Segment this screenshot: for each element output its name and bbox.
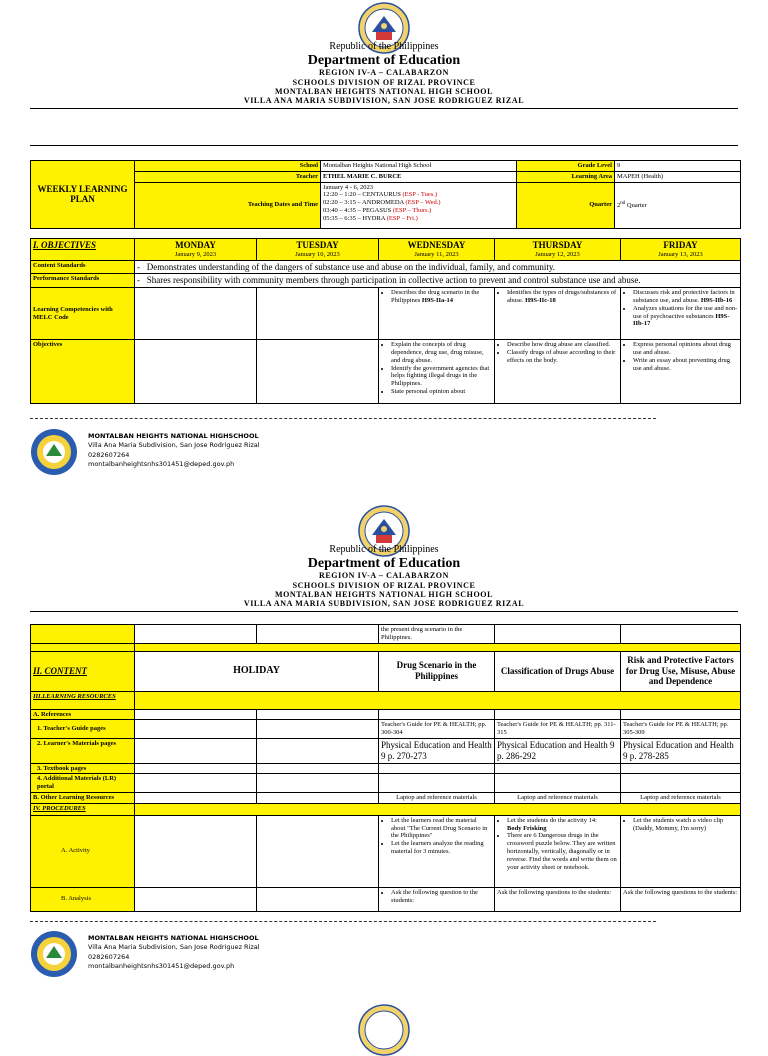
schedule-line-3: 03:40 – 4:35 – PEGASUS (ESP – Thurs.) [323, 206, 432, 214]
lm-label: 2. Learner's Materials pages [31, 738, 135, 763]
am-mon [135, 774, 257, 793]
day-monday: MONDAY January 9, 2023 [135, 239, 257, 261]
obj-wednesday: • Explain the concepts of drug dependence, drug use, drug misuse, and drug abuse. • Identify the government agencies that helps fighting illegal drugs in the Philippines. • State personal opinion about [379, 340, 495, 404]
analysis-label: B. Analysis [31, 887, 135, 911]
header-rule-2 [30, 145, 738, 146]
deped-seal-icon-3 [358, 1004, 410, 1056]
lm-tue [257, 738, 379, 763]
content-standards-value: - Demonstrates understanding of the dangers of substance use and abuse on the individual, family, and community. [135, 260, 741, 274]
footer-address: Villa Ana Maria Subdivision, San Jose Rodriguez Rizal [88, 441, 260, 450]
quarter-label: Quarter [517, 182, 615, 228]
schedule-line-1: 12:20 – 1:20 – CENTAURUS (ESP - Tues.) [323, 191, 438, 199]
page2-header [0, 545, 768, 609]
comp-thursday: • Identifies the types of drugs/substances of abuse. H9S-IIc-18 [495, 288, 621, 340]
footer-address-2: Villa Ana Maria Subdivision, San Jose Rodriguez Rizal [88, 943, 260, 952]
holiday-cell: HOLIDAY [135, 651, 379, 691]
resources-heading: III.LEARNING RESOURCES [31, 691, 135, 709]
day-thursday: THURSDAY January 12, 2023 [495, 239, 621, 261]
quarter-value: 2nd Quarter [615, 182, 741, 228]
tb-mon [135, 763, 257, 774]
procedures-heading: IV. PROCEDURES [31, 803, 135, 815]
content-spacer-label [31, 643, 135, 651]
division-text-2: SCHOOLS DIVISION OF RIZAL PROVINCE [292, 580, 476, 590]
content-spacer [135, 643, 741, 651]
teacher-label: Teacher [135, 171, 321, 182]
footer-phone: 0282607264 [88, 450, 130, 459]
division-text: SCHOOLS DIVISION OF RIZAL PROVINCE [292, 77, 476, 87]
lm-wed: Physical Education and Health 9 p. 270-273 [379, 738, 495, 763]
ana-mon [135, 887, 257, 911]
tg-mon [135, 720, 257, 739]
ref-wed [379, 709, 495, 720]
day-friday: FRIDAY January 13, 2023 [621, 239, 741, 261]
comp-friday: • Discusses risk and protective factors in substance use, and abuse. H9S-IIb-16 • Analyzes situations for the use and non- use of psychoactive substances H9S-IIb-17 [621, 288, 741, 340]
olr-mon [135, 792, 257, 803]
tg-label: 1. Teacher's Guide pages [31, 720, 135, 739]
school-text: MONTALBAN HEIGHTS NATIONAL HIGH SCHOOL [274, 86, 494, 96]
department-title-2: Department of Education [307, 555, 461, 571]
olr-label: B. Other Learning Resources [31, 792, 135, 803]
footer-school: MONTALBAN HEIGHTS NATIONAL HIGHSCHOOL [88, 432, 259, 440]
cont-friday [621, 625, 741, 644]
info-table [30, 160, 741, 229]
tb-tue [257, 763, 379, 774]
page2-footer-rule [30, 921, 656, 922]
grade-label: Grade Level [517, 161, 615, 172]
school-value: Montalban Heights National High School [321, 161, 517, 172]
tb-fri [621, 763, 741, 774]
footer-phone-2: 0282607264 [88, 952, 130, 961]
header-rule-p2 [30, 611, 738, 612]
region-text: REGION IV-A – CALABARZON [318, 68, 450, 78]
page1-header [0, 42, 768, 106]
schedule-line-2: 02:20 – 3:15 – ANDROMEDA (ESP – Wed.) [323, 199, 441, 207]
schedule-line-4: 05:35 – 6:35 – HYDRA (ESP – Fri.) [323, 214, 418, 222]
references-label: A. References [31, 709, 135, 720]
footer-email-2: montalbanheightsnhs301451@deped.gov.ph [88, 962, 235, 971]
page1-footer-rule [30, 418, 656, 419]
cont-thursday [495, 625, 621, 644]
school-logo-icon [30, 428, 78, 476]
area-label: Learning Area [517, 171, 615, 182]
ref-thu [495, 709, 621, 720]
republic-text-2: Republic of the Philippines [329, 544, 439, 555]
cont-monday [135, 625, 257, 644]
comp-monday [135, 288, 257, 340]
tb-wed [379, 763, 495, 774]
department-title: Department of Education [307, 52, 461, 68]
lm-fri: Physical Education and Health 9 p. 278-285 [621, 738, 741, 763]
ana-friday: Ask the following questions to the students: [621, 887, 741, 911]
am-thu [495, 774, 621, 793]
teacher-value: ETHEL MARIE C. BURCE [321, 171, 517, 182]
olr-thu: Laptop and reference materials [495, 792, 621, 803]
act-friday: • Let the students watch a video clip (Daddy, Mommy, I'm sorry) [621, 815, 741, 887]
olr-tue [257, 792, 379, 803]
activity-label: A. Activity [31, 815, 135, 887]
footer-school-2: MONTALBAN HEIGHTS NATIONAL HIGHSCHOOL [88, 934, 259, 942]
school-logo-icon-2 [30, 930, 78, 978]
dates-cell [321, 182, 517, 228]
performance-standards-label: Performance Standards [31, 274, 135, 288]
ana-wednesday: • Ask the following question to the students: [379, 887, 495, 911]
content-standards-label: Content Standards [31, 260, 135, 274]
olr-fri: Laptop and reference materials [621, 792, 741, 803]
ana-tue [257, 887, 379, 911]
objectives-table [30, 238, 741, 404]
objectives-label: Objectives [31, 340, 135, 404]
comp-wednesday: • Describes the drug scenario in the Philippines H9S-IIa-14 [379, 288, 495, 340]
grade-value: 9 [615, 161, 741, 172]
objectives-heading: I. OBJECTIVES [31, 239, 135, 261]
content-friday: Risk and Protective Factors for Drug Use, Misuse, Abuse and Dependence [621, 651, 741, 691]
content-thursday: Classification of Drugs Abuse [495, 651, 621, 691]
wlp-title: WEEKLY LEARNING PLAN [31, 161, 135, 229]
resources-band [135, 691, 741, 709]
lm-thu: Physical Education and Health 9 p. 286-292 [495, 738, 621, 763]
school-label: School [135, 161, 321, 172]
tb-label: 3. Textbook pages [31, 763, 135, 774]
act-tue [257, 815, 379, 887]
dates-value: January 4 - 6, 2023 [323, 183, 374, 191]
tb-thu [495, 763, 621, 774]
obj-monday [135, 340, 257, 404]
cont-tuesday [257, 625, 379, 644]
footer-email: montalbanheightsnhs301451@deped.gov.ph [88, 460, 235, 469]
competencies-label: Learning Competencies with MELC Code [31, 288, 135, 340]
olr-wed: Laptop and reference materials [379, 792, 495, 803]
ref-mon [135, 709, 257, 720]
region-text-2: REGION IV-A – CALABARZON [318, 571, 450, 581]
address-text: VILLA ANA MARIA SUBDIVISION, SAN JOSE RODRIGUEZ RIZAL [243, 96, 525, 106]
obj-thursday: • Describe how drug abuse are classified. • Classify drugs of abuse according to their effects on the body. [495, 340, 621, 404]
lm-mon [135, 738, 257, 763]
obj-tuesday [257, 340, 379, 404]
comp-tuesday [257, 288, 379, 340]
header-rule [30, 108, 738, 109]
ref-fri [621, 709, 741, 720]
content-wednesday: Drug Scenario in the Philippines [379, 651, 495, 691]
area-value: MAPEH (Health) [615, 171, 741, 182]
tg-fri: Teacher's Guide for PE & HEALTH; pp. 305-309 [621, 720, 741, 739]
am-label: 4. Additional Materials (LR) portal [31, 774, 135, 793]
ana-thursday: Ask the following questions to the students: [495, 887, 621, 911]
school-text-2: MONTALBAN HEIGHTS NATIONAL HIGH SCHOOL [274, 589, 494, 599]
act-mon [135, 815, 257, 887]
day-wednesday: WEDNESDAY January 11, 2023 [379, 239, 495, 261]
obj-friday: • Express personal opinions about drug use and abuse. • Write an essay about preventing drug use and abuse. [621, 340, 741, 404]
content-heading: II. CONTENT [31, 651, 135, 691]
am-tue [257, 774, 379, 793]
republic-text: Republic of the Philippines [329, 41, 439, 52]
plan-table-p2 [30, 624, 741, 912]
am-wed [379, 774, 495, 793]
act-thursday: • Let the students do the activity 14: Body Frisking • There are 6 Dangerous drugs in the crossword puzzle below. They are written horizontally, vertically, diagonally or in reverse. Find the words and write them on your activity sheet or notebook. [495, 815, 621, 887]
am-fri [621, 774, 741, 793]
tg-tue [257, 720, 379, 739]
performance-standards-value: - Shares responsibility with community members through participation in collective action to prevent and control substance use and abuse. [135, 274, 741, 288]
cont-label [31, 625, 135, 644]
ref-tue [257, 709, 379, 720]
dates-label: Teaching Dates and Time [135, 182, 321, 228]
day-tuesday: TUESDAY January 10, 2023 [257, 239, 379, 261]
tg-wed: Teacher's Guide for PE & HEALTH; pp. 300-304 [379, 720, 495, 739]
act-wednesday: • Let the learners read the material about "The Current Drug Scenario in the Philippines" • Let the learners analyze the reading material for 3 minutes. [379, 815, 495, 887]
address-text-2: VILLA ANA MARIA SUBDIVISION, SAN JOSE RODRIGUEZ RIZAL [243, 599, 525, 609]
cont-wednesday: the present drug scenario in the Philippines. [379, 625, 495, 644]
tg-thu: Teacher's Guide for PE & HEALTH; pp. 311-315 [495, 720, 621, 739]
procedures-band [135, 803, 741, 815]
